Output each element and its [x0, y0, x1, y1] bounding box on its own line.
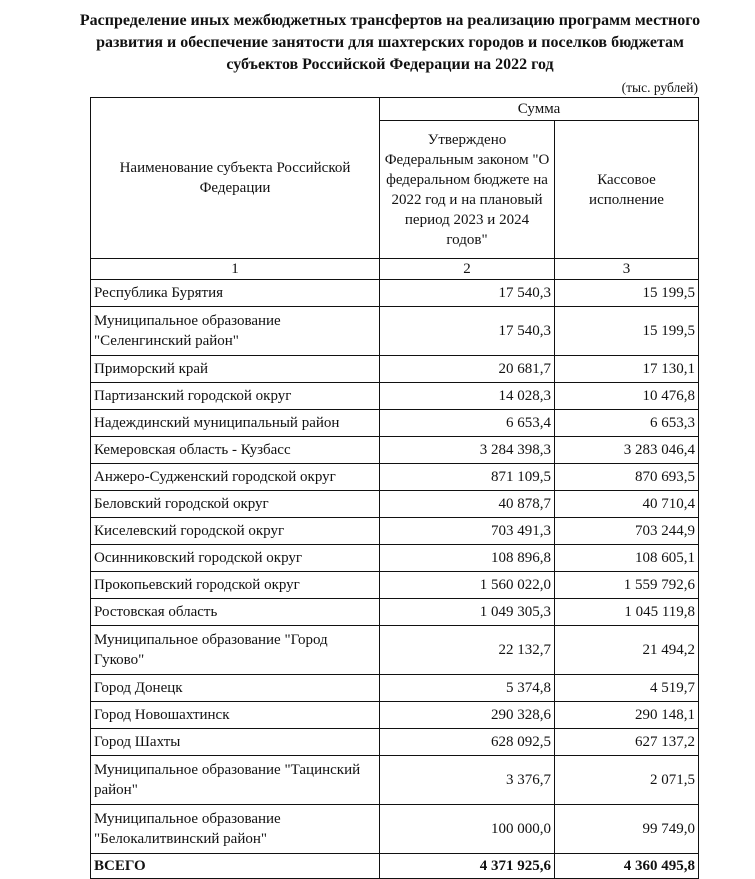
total-row — [91, 854, 699, 879]
units-label: (тыс. рублей) — [621, 80, 698, 95]
subject-name: Беловский городской округ — [91, 491, 380, 518]
subject-name: Приморский край — [91, 356, 380, 383]
header-approved: Утверждено Федеральным законом "О федеральном бюджете на 2022 год и на плановый период 2023 и 2024 годов" — [380, 121, 555, 259]
approved-value: 20 681,7 — [380, 356, 555, 383]
approved-value: 6 653,4 — [380, 410, 555, 437]
cash-value: 108 605,1 — [555, 545, 699, 572]
table-row — [91, 572, 699, 599]
document-title: Распределение иных межбюджетных трансфертов на реализацию программ местного развития и обеспечение занятости для шахтерских городов и поселков бюджетам субъектов Российской Федерации на 2022 год — [79, 12, 701, 73]
approved-value: 628 092,5 — [380, 729, 555, 756]
cash-value: 290 148,1 — [555, 702, 699, 729]
cash-value: 3 283 046,4 — [555, 437, 699, 464]
table-row — [91, 626, 699, 675]
table-row — [91, 518, 699, 545]
subject-name: Муниципальное образование "Тацинский район" — [91, 756, 380, 805]
subject-name: Партизанский городской округ — [91, 383, 380, 410]
table-row — [91, 805, 699, 854]
table-row — [91, 356, 699, 383]
cash-value: 40 710,4 — [555, 491, 699, 518]
subject-name: Муниципальное образование "Селенгинский район" — [91, 307, 380, 356]
subject-name: Город Донецк — [91, 675, 380, 702]
table-row — [91, 280, 699, 307]
total-label: ВСЕГО — [91, 854, 380, 879]
cash-value: 15 199,5 — [555, 280, 699, 307]
table-row — [91, 383, 699, 410]
table-row — [91, 756, 699, 805]
cash-value: 10 476,8 — [555, 383, 699, 410]
table-row — [91, 437, 699, 464]
total-cash-value: 4 360 495,8 — [555, 854, 699, 879]
cash-value: 870 693,5 — [555, 464, 699, 491]
header-cash-execution: Кассовое исполнение — [555, 121, 699, 259]
approved-value: 3 284 398,3 — [380, 437, 555, 464]
approved-value: 290 328,6 — [380, 702, 555, 729]
approved-value: 871 109,5 — [380, 464, 555, 491]
approved-value: 1 049 305,3 — [380, 599, 555, 626]
approved-value: 17 540,3 — [380, 280, 555, 307]
column-number-2: 2 — [380, 259, 555, 280]
header-subject-name: Наименование субъекта Российской Федерации — [91, 98, 380, 259]
cash-value: 21 494,2 — [555, 626, 699, 675]
cash-value: 627 137,2 — [555, 729, 699, 756]
approved-value: 703 491,3 — [380, 518, 555, 545]
approved-value: 14 028,3 — [380, 383, 555, 410]
approved-value: 5 374,8 — [380, 675, 555, 702]
cash-value: 99 749,0 — [555, 805, 699, 854]
approved-value: 1 560 022,0 — [380, 572, 555, 599]
header-sum: Сумма — [380, 98, 699, 121]
cash-value: 17 130,1 — [555, 356, 699, 383]
approved-value: 100 000,0 — [380, 805, 555, 854]
column-number-3: 3 — [555, 259, 699, 280]
cash-value: 6 653,3 — [555, 410, 699, 437]
cash-value: 15 199,5 — [555, 307, 699, 356]
approved-value: 22 132,7 — [380, 626, 555, 675]
table-row — [91, 491, 699, 518]
subject-name: Осинниковский городской округ — [91, 545, 380, 572]
cash-value: 703 244,9 — [555, 518, 699, 545]
table-row — [91, 599, 699, 626]
approved-value: 108 896,8 — [380, 545, 555, 572]
subject-name: Кемеровская область - Кузбасс — [91, 437, 380, 464]
approved-value: 3 376,7 — [380, 756, 555, 805]
transfers-table — [90, 97, 699, 879]
subject-name: Ростовская область — [91, 599, 380, 626]
table-row — [91, 702, 699, 729]
table-row — [91, 464, 699, 491]
subject-name: Город Шахты — [91, 729, 380, 756]
subject-name: Муниципальное образование "Белокалитвинский район" — [91, 805, 380, 854]
approved-value: 17 540,3 — [380, 307, 555, 356]
cash-value: 2 071,5 — [555, 756, 699, 805]
total-approved-value: 4 371 925,6 — [380, 854, 555, 879]
table-row — [91, 307, 699, 356]
subject-name: Муниципальное образование "Город Гуково" — [91, 626, 380, 675]
subject-name: Прокопьевский городской округ — [91, 572, 380, 599]
cash-value: 4 519,7 — [555, 675, 699, 702]
subject-name: Анжеро-Судженский городской округ — [91, 464, 380, 491]
table-row — [91, 410, 699, 437]
subject-name: Киселевский городской округ — [91, 518, 380, 545]
subject-name: Город Новошахтинск — [91, 702, 380, 729]
table-row — [91, 545, 699, 572]
approved-value: 40 878,7 — [380, 491, 555, 518]
table-row — [91, 729, 699, 756]
subject-name: Надеждинский муниципальный район — [91, 410, 380, 437]
table-row — [91, 675, 699, 702]
subject-name: Республика Бурятия — [91, 280, 380, 307]
cash-value: 1 559 792,6 — [555, 572, 699, 599]
cash-value: 1 045 119,8 — [555, 599, 699, 626]
column-number-1: 1 — [91, 259, 380, 280]
